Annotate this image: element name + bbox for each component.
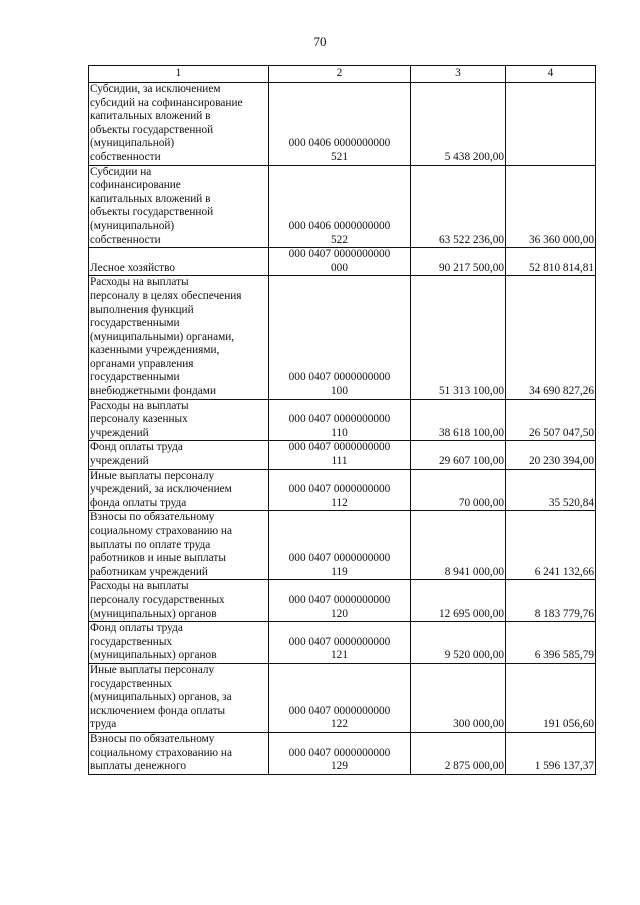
item-name-cell: Иные выплаты персоналу государственных (муниципальных) органов, за исключением фонда оплаты труда [89, 663, 269, 732]
approved-amount-cell: 90 217 500,00 [411, 248, 506, 276]
item-name-cell: Взносы по обязательному социальному страхованию на выплаты денежного [89, 732, 269, 774]
table-row [89, 663, 596, 732]
budget-code-cell: 000 0407 0000000000 100 [269, 276, 411, 399]
item-name-cell: Фонд оплаты труда государственных (муниципальных) органов [89, 622, 269, 664]
executed-amount-cell: 52 810 814,81 [506, 248, 596, 276]
item-name-cell: Субсидии, за исключением субсидий на софинансирование капитальных вложений в объекты государственной (муниципальной) собственности [89, 83, 269, 166]
approved-amount-cell: 5 438 200,00 [411, 83, 506, 166]
column-header: 3 [411, 66, 506, 83]
table-row [89, 399, 596, 441]
executed-amount-cell: 20 230 394,00 [506, 441, 596, 469]
approved-amount-cell: 8 941 000,00 [411, 511, 506, 580]
item-name-cell: Расходы на выплаты персоналу государственных (муниципальных) органов [89, 580, 269, 622]
budget-code-cell: 000 0407 0000000000 112 [269, 469, 411, 511]
budget-code-cell: 000 0407 0000000000 110 [269, 399, 411, 441]
item-name-cell: Расходы на выплаты персоналу в целях обеспечения выполнения функций государственными (муниципальными) органами, казенными учреждениями, органами управления государственными внебюджетными фондами [89, 276, 269, 399]
approved-amount-cell: 29 607 100,00 [411, 441, 506, 469]
table-row [89, 276, 596, 399]
item-name-cell: Фонд оплаты труда учреждений [89, 441, 269, 469]
column-header: 1 [89, 66, 269, 83]
budget-code-cell: 000 0406 0000000000 521 [269, 83, 411, 166]
header-row [89, 66, 596, 83]
approved-amount-cell: 9 520 000,00 [411, 622, 506, 664]
item-name-cell: Иные выплаты персоналу учреждений, за исключением фонда оплаты труда [89, 469, 269, 511]
table-row [89, 165, 596, 248]
budget-code-cell: 000 0407 0000000000 122 [269, 663, 411, 732]
budget-code-cell: 000 0407 0000000000 111 [269, 441, 411, 469]
executed-amount-cell: 36 360 000,00 [506, 165, 596, 248]
budget-code-cell: 000 0407 0000000000 119 [269, 511, 411, 580]
column-header: 4 [506, 66, 596, 83]
column-header: 2 [269, 66, 411, 83]
executed-amount-cell: 6 396 585,79 [506, 622, 596, 664]
budget-code-cell: 000 0407 0000000000 120 [269, 580, 411, 622]
table-row [89, 732, 596, 774]
item-name-cell: Взносы по обязательному социальному страхованию на выплаты по оплате труда работников и иные выплаты работникам учреждений [89, 511, 269, 580]
budget-code-cell: 000 0406 0000000000 522 [269, 165, 411, 248]
table-row [89, 441, 596, 469]
budget-table [88, 65, 596, 775]
item-name-cell: Расходы на выплаты персоналу казенных учреждений [89, 399, 269, 441]
approved-amount-cell: 12 695 000,00 [411, 580, 506, 622]
table-row [89, 511, 596, 580]
table-row [89, 248, 596, 276]
approved-amount-cell: 300 000,00 [411, 663, 506, 732]
executed-amount-cell: 191 056,60 [506, 663, 596, 732]
executed-amount-cell: 35 520,84 [506, 469, 596, 511]
executed-amount-cell: 1 596 137,37 [506, 732, 596, 774]
executed-amount-cell: 8 183 779,76 [506, 580, 596, 622]
approved-amount-cell: 63 522 236,00 [411, 165, 506, 248]
budget-code-cell: 000 0407 0000000000 121 [269, 622, 411, 664]
table-row [89, 469, 596, 511]
executed-amount-cell: 26 507 047,50 [506, 399, 596, 441]
page-number: 70 [313, 34, 327, 49]
budget-code-cell: 000 0407 0000000000 000 [269, 248, 411, 276]
budget-code-cell: 000 0407 0000000000 129 [269, 732, 411, 774]
table-row [89, 83, 596, 166]
approved-amount-cell: 70 000,00 [411, 469, 506, 511]
approved-amount-cell: 38 618 100,00 [411, 399, 506, 441]
executed-amount-cell: 34 690 827,26 [506, 276, 596, 399]
item-name-cell: Субсидии на софинансирование капитальных вложений в объекты государственной (муниципальной) собственности [89, 165, 269, 248]
approved-amount-cell: 51 313 100,00 [411, 276, 506, 399]
item-name-cell: Лесное хозяйство [89, 248, 269, 276]
executed-amount-cell [506, 83, 596, 166]
approved-amount-cell: 2 875 000,00 [411, 732, 506, 774]
table-row [89, 580, 596, 622]
executed-amount-cell: 6 241 132,66 [506, 511, 596, 580]
table-row [89, 622, 596, 664]
